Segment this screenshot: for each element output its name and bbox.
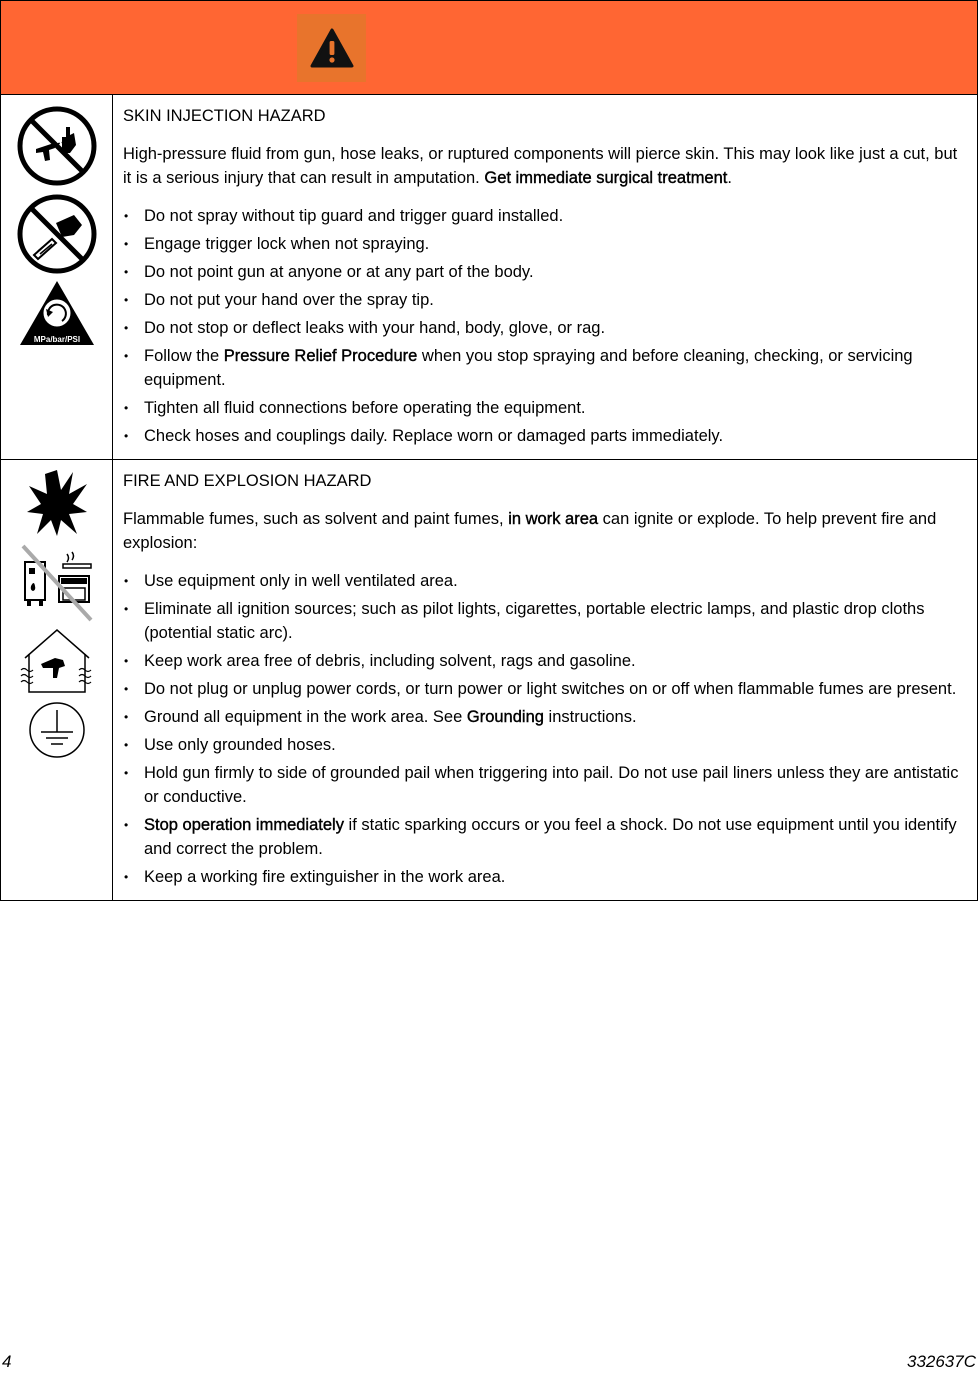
warning-triangle-icon — [310, 28, 354, 68]
list-item: • Tighten all fluid connections before operating the equipment. — [123, 396, 969, 420]
list-item: • Hold gun firmly to side of grounded pail when triggering into pail. Do not use pail liners unless they are antistatic or conductive. — [123, 761, 969, 809]
no-ignition-sources-icon — [17, 542, 97, 622]
explosion-icon — [25, 468, 89, 538]
pressure-relief-icon — [18, 279, 96, 347]
list-item: • Stop operation immediately if static sparking occurs or you feel a shock. Do not use equipment until you identify and correct the problem. — [123, 813, 969, 861]
list-item: • Use only grounded hoses. — [123, 733, 969, 757]
list-item: • Keep a working fire extinguisher in the work area. — [123, 865, 969, 889]
grounding-reference: Grounding — [466, 708, 544, 726]
list-item: • Keep work area free of debris, including solvent, rags and gasoline. — [123, 649, 969, 673]
skin-injection-icons — [1, 95, 113, 460]
fire-explosion-row — [1, 460, 978, 901]
surgical-treatment-emphasis: Get immediate surgical treatment — [484, 169, 728, 187]
ventilated-area-icon — [19, 628, 95, 696]
document-number: 332637C — [906, 1352, 976, 1371]
list-item: • Do not put your hand over the spray tip. — [123, 288, 969, 312]
skin-injection-text — [113, 95, 978, 460]
skin-injection-intro: High-pressure fluid from gun, hose leaks, or ruptured components will pierce skin. This may look like just a cut, but it is a serious injury that can result in amputation. Get immediate surgical treatment. — [123, 145, 958, 187]
fire-explosion-title: FIRE AND EXPLOSION HAZARD — [123, 472, 372, 490]
no-hand-over-nozzle-icon — [16, 193, 98, 275]
list-item: • Check hoses and couplings daily. Replace worn or damaged parts immediately. — [123, 424, 969, 448]
list-item: • Follow the Pressure Relief Procedure when you stop spraying and before cleaning, checking, or servicing equipment. — [123, 344, 969, 392]
ground-symbol-icon — [27, 700, 87, 760]
fire-explosion-icons — [1, 460, 113, 901]
skin-injection-row — [1, 95, 978, 460]
page-number: 4 — [2, 1352, 12, 1371]
pressure-relief-reference: Pressure Relief Procedure — [223, 347, 418, 365]
skin-injection-list — [123, 204, 969, 448]
fire-explosion-intro: Flammable fumes, such as solvent and paint fumes, in work area can ignite or explode. To help prevent fire and explosion: — [123, 510, 937, 552]
fire-explosion-text — [113, 460, 978, 901]
list-item: • Do not plug or unplug power cords, or turn power or light switches on or off when flammable fumes are present. — [123, 677, 969, 701]
list-item: • Do not point gun at anyone or at any part of the body. — [123, 260, 969, 284]
list-item: • Do not stop or deflect leaks with your hand, body, glove, or rag. — [123, 316, 969, 340]
list-item: • Engage trigger lock when not spraying. — [123, 232, 969, 256]
list-item: • Use equipment only in well ventilated area. — [123, 569, 969, 593]
warning-symbol-box — [297, 14, 366, 82]
no-hand-near-gun-icon — [16, 105, 98, 187]
warning-banner — [1, 1, 978, 95]
work-area-emphasis: in work area — [508, 510, 599, 528]
list-item: • Eliminate all ignition sources; such as pilot lights, cigarettes, portable electric lamps, and plastic drop cloths (potential static arc). — [123, 597, 969, 645]
list-item: • Ground all equipment in the work area. See Grounding instructions. — [123, 705, 969, 729]
pressure-icon-label: MPa/bar/PSI — [33, 335, 80, 344]
skin-injection-title: SKIN INJECTION HAZARD — [123, 107, 326, 125]
stop-operation-emphasis: Stop operation immediately — [144, 816, 344, 834]
list-item: • Do not spray without tip guard and trigger guard installed. — [123, 204, 969, 228]
fire-explosion-list — [123, 569, 969, 889]
